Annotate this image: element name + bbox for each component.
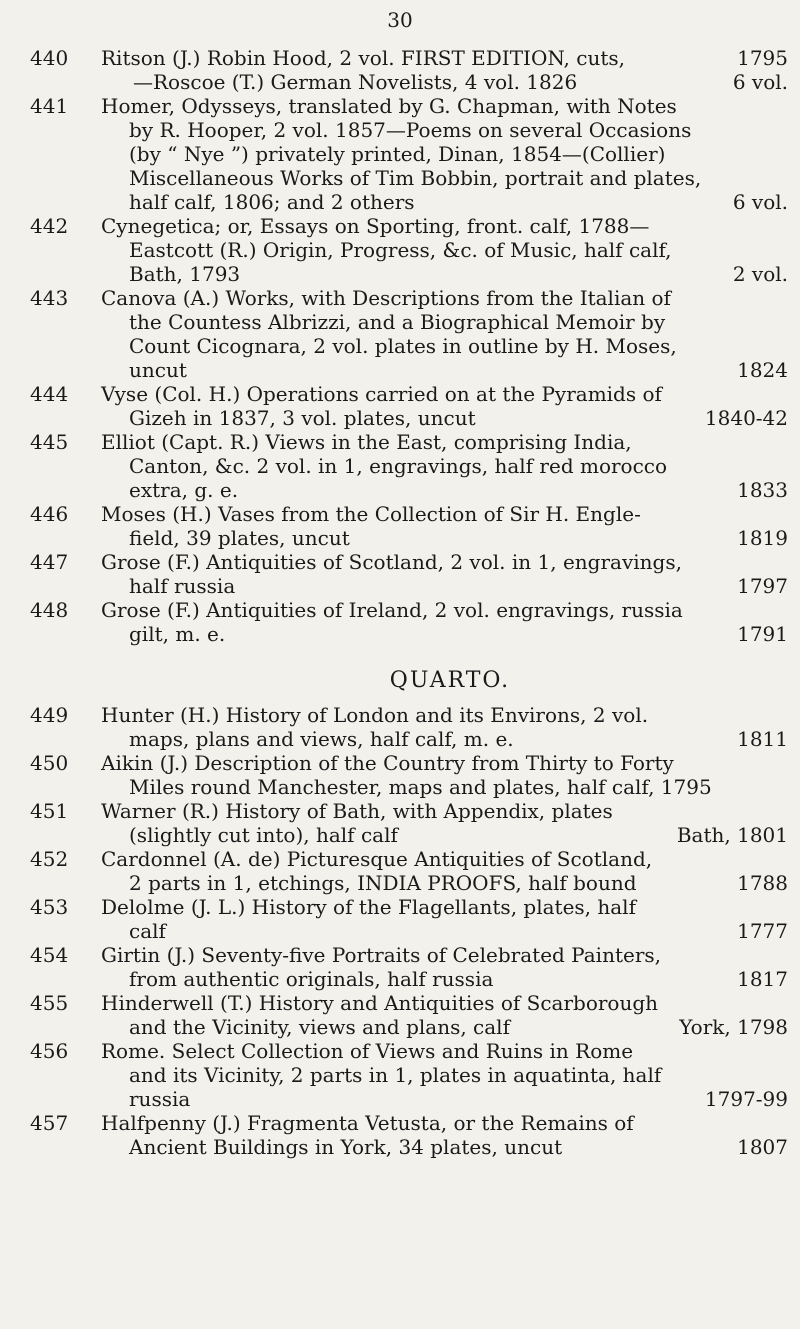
lot-number: 441: [30, 94, 69, 118]
entry-line: [101, 1015, 788, 1039]
catalogue-entry: [0, 502, 800, 550]
entry-description: russia: [129, 1087, 191, 1111]
entry-line: [101, 919, 788, 943]
entry-date: 1797-99: [704, 1087, 788, 1111]
catalogue-entry: [0, 430, 800, 502]
entry-line: (by “ Nye ”) privately printed, Dinan, 1854—(Collier): [129, 142, 666, 166]
entry-line: Moses (H.) Vases from the Collection of Sir H. Engle-: [101, 502, 641, 526]
lot-number: 457: [30, 1111, 69, 1135]
lot-number: 440: [30, 46, 69, 70]
entry-line: [101, 823, 788, 847]
entry-description: from authentic originals, half russia: [129, 967, 494, 991]
entry-line: [101, 727, 788, 751]
lot-number: 450: [30, 751, 69, 775]
entry-date: 2 vol.: [732, 262, 788, 286]
entry-line: and its Vicinity, 2 parts in 1, plates in aquatinta, half: [129, 1063, 662, 1087]
lot-number: 449: [30, 703, 69, 727]
catalogue-entry: [0, 214, 800, 286]
entry-line: the Countess Albrizzi, and a Biographical Memoir by: [129, 310, 666, 334]
entry-line: [101, 967, 788, 991]
entry-description: half calf, 1806; and 2 others: [129, 190, 415, 214]
entry-line: Canova (A.) Works, with Descriptions from the Italian of: [101, 286, 671, 310]
entry-date: 6 vol.: [732, 70, 788, 94]
entry-line: Cardonnel (A. de) Picturesque Antiquities of Scotland,: [101, 847, 653, 871]
entry-date: 1795: [737, 46, 788, 70]
entry-line: [101, 574, 788, 598]
entry-date: 6 vol.: [732, 190, 788, 214]
entry-line: by R. Hooper, 2 vol. 1857—Poems on several Occasions: [129, 118, 692, 142]
entry-description: —Roscoe (T.) German Novelists, 4 vol. 1826: [133, 70, 578, 94]
entry-line: Count Cicognara, 2 vol. plates in outline by H. Moses,: [129, 334, 677, 358]
lot-number: 452: [30, 847, 69, 871]
lot-number: 454: [30, 943, 69, 967]
entry-line: [101, 262, 788, 286]
lot-number: 447: [30, 550, 69, 574]
entry-line: [101, 526, 788, 550]
entry-description: and the Vicinity, views and plans, calf: [129, 1015, 510, 1039]
entry-date: 1819: [737, 526, 788, 550]
lot-number: 448: [30, 598, 69, 622]
lot-number: 442: [30, 214, 69, 238]
entry-date: 1788: [737, 871, 788, 895]
entry-date: 1824: [737, 358, 788, 382]
entry-line: [101, 1087, 788, 1111]
lot-number: 456: [30, 1039, 69, 1063]
section-heading: QUARTO.: [389, 668, 511, 693]
lot-number: 453: [30, 895, 69, 919]
catalogue-entry: [0, 991, 800, 1039]
entry-line: Homer, Odysseys, translated by G. Chapman, with Notes: [101, 94, 677, 118]
entry-description: extra, g. e.: [129, 478, 239, 502]
lot-number: 444: [30, 382, 69, 406]
entry-date: 1797: [737, 574, 788, 598]
catalogue-entry: [0, 799, 800, 847]
entry-line: Miscellaneous Works of Tim Bobbin, portrait and plates,: [129, 166, 702, 190]
entry-description: gilt, m. e.: [129, 622, 226, 646]
entry-line: Warner (R.) History of Bath, with Appendix, plates: [101, 799, 613, 823]
catalogue-entry: [0, 550, 800, 598]
entry-date: 1791: [737, 622, 788, 646]
entry-date: York, 1798: [679, 1015, 788, 1039]
catalogue-entry: [0, 703, 800, 751]
catalogue-entry: [0, 847, 800, 895]
entry-line: Grose (F.) Antiquities of Scotland, 2 vol. in 1, engravings,: [101, 550, 682, 574]
entry-line: Miles round Manchester, maps and plates, half calf, 1795: [129, 775, 712, 799]
entry-line: Girtin (J.) Seventy-five Portraits of Celebrated Painters,: [101, 943, 661, 967]
catalogue-entry: [0, 1111, 800, 1159]
entry-line: Cynegetica; or, Essays on Sporting, front. calf, 1788—: [101, 214, 650, 238]
entry-description: field, 39 plates, uncut: [129, 526, 350, 550]
entry-line: [101, 871, 788, 895]
catalogue-entry: [0, 1039, 800, 1111]
lot-number: 446: [30, 502, 69, 526]
entry-line: Vyse (Col. H.) Operations carried on at the Pyramids of: [101, 382, 662, 406]
catalogue-entry: [0, 382, 800, 430]
catalogue-entry: [0, 94, 800, 214]
entry-line: Grose (F.) Antiquities of Ireland, 2 vol. engravings, russia: [101, 598, 683, 622]
catalogue-entry: [0, 751, 800, 799]
entry-description: Ritson (J.) Robin Hood, 2 vol. FIRST EDITION, cuts,: [101, 46, 626, 70]
lot-number: 451: [30, 799, 69, 823]
lot-number: 455: [30, 991, 69, 1015]
page-number: 30: [387, 8, 413, 32]
entry-line: Halfpenny (J.) Fragmenta Vetusta, or the Remains of: [101, 1111, 634, 1135]
catalogue-entry: [0, 943, 800, 991]
entry-description: Bath, 1793: [129, 262, 241, 286]
catalogue-entries: [0, 46, 800, 1159]
catalogue-entry: [0, 598, 800, 646]
entry-description: (slightly cut into), half calf: [129, 823, 398, 847]
entry-line: [101, 358, 788, 382]
entry-description: Ancient Buildings in York, 34 plates, uncut: [129, 1135, 563, 1159]
entry-description: Gizeh in 1837, 3 vol. plates, uncut: [129, 406, 476, 430]
lot-number: 443: [30, 286, 69, 310]
entry-description: calf: [129, 919, 166, 943]
entry-date: 1840-42: [704, 406, 788, 430]
entry-description: half russia: [129, 574, 236, 598]
entry-line: Aikin (J.) Description of the Country from Thirty to Forty: [101, 751, 674, 775]
entry-line: Elliot (Capt. R.) Views in the East, comprising India,: [101, 430, 632, 454]
entry-date: 1807: [737, 1135, 788, 1159]
entry-line: Delolme (J. L.) History of the Flagellants, plates, half: [101, 895, 636, 919]
entry-date: 1817: [737, 967, 788, 991]
entry-line: Eastcott (R.) Origin, Progress, &c. of Music, half calf,: [129, 238, 672, 262]
entry-line: [101, 1135, 788, 1159]
entry-date: 1777: [737, 919, 788, 943]
entry-description: 2 parts in 1, etchings, INDIA PROOFS, half bound: [129, 871, 637, 895]
catalogue-entry: [0, 895, 800, 943]
entry-line: Hunter (H.) History of London and its Environs, 2 vol.: [101, 703, 649, 727]
entry-line: [101, 70, 788, 94]
entry-description: maps, plans and views, half calf, m. e.: [129, 727, 514, 751]
entry-description: uncut: [129, 358, 187, 382]
entry-line: Rome. Select Collection of Views and Ruins in Rome: [101, 1039, 634, 1063]
entry-line: [101, 406, 788, 430]
entry-date: 1833: [737, 478, 788, 502]
catalogue-entry: [0, 46, 800, 94]
lot-number: 445: [30, 430, 69, 454]
catalogue-entry: [0, 286, 800, 382]
entry-line: [101, 478, 788, 502]
entry-line: Canton, &c. 2 vol. in 1, engravings, half red morocco: [129, 454, 668, 478]
entry-date: 1811: [737, 727, 788, 751]
entry-line: [101, 622, 788, 646]
entry-line: [101, 46, 788, 70]
entry-date: Bath, 1801: [676, 823, 788, 847]
entry-line: [101, 190, 788, 214]
entry-line: Hinderwell (T.) History and Antiquities of Scarborough: [101, 991, 659, 1015]
